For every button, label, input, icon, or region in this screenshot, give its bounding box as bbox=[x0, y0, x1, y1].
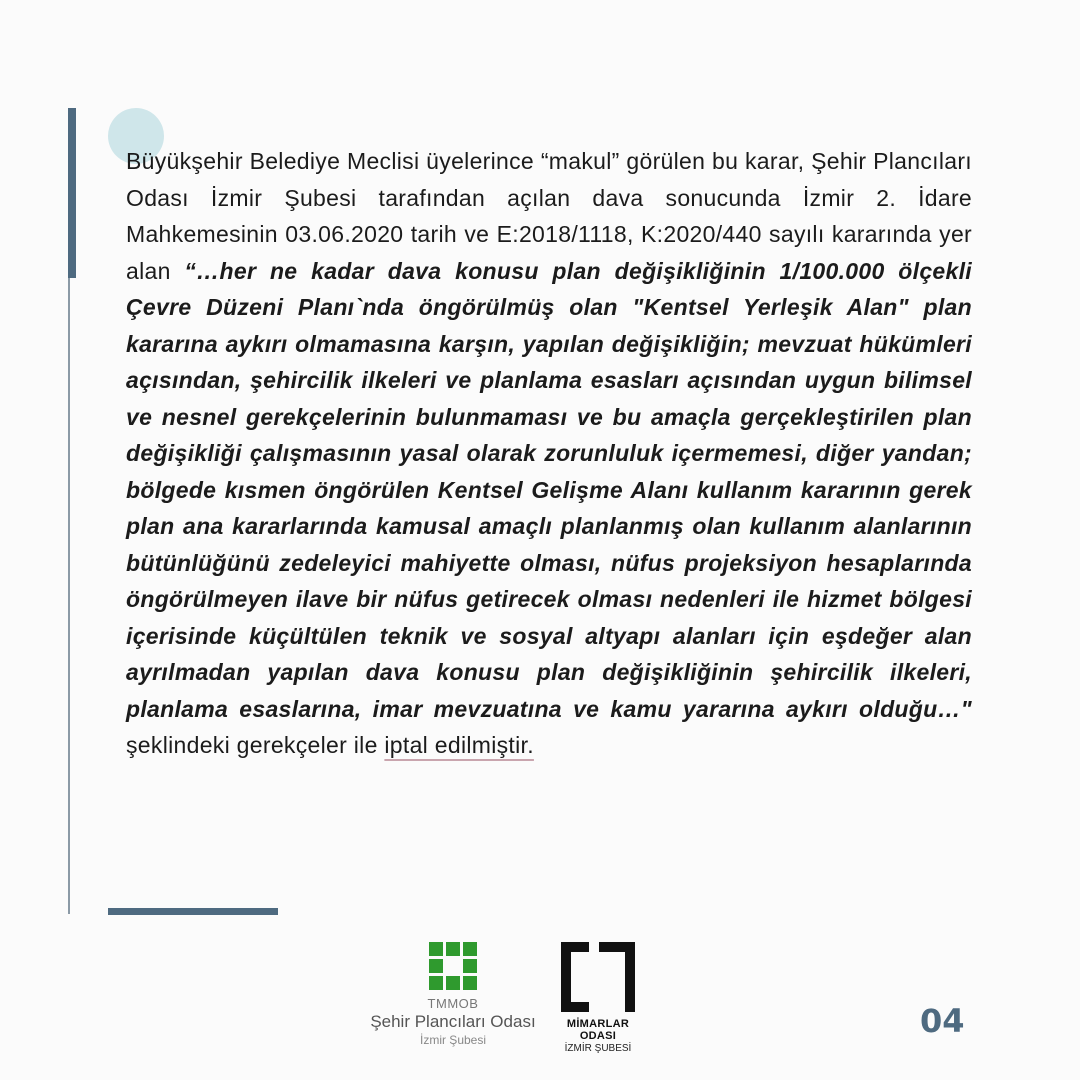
court-quote: “…her ne kadar dava konusu plan değişikliğinin 1/100.000 ölçekli Çevre Düzeni Planı`nda öngörülmüş olan "Kentsel Yerleşik Alan" plan kararına aykırı olmamasına karşın, yapılan değişikliğin; mevzuat hükümleri açısından, şehircilik ilkeleri ve planlama esasları açısından uygun bilimsel ve nesnel gerekçelerinin bulunmaması ve bu amaçla gerçekleştirilen plan değişikliği çalışmasının yasal olarak zorunluluk içermemesi, diğer yandan; bölgede kısmen öngörülen Kentsel Gelişme Alanı kullanım kararının gerek plan ana kararlarında kamusal amaçlı planlanmış olan kullanım alanlarının bütünlüğünü zedeleyici mahiyette olması, nüfus projeksiyon hesaplarında öngörülmeyen ilave bir nüfus getirecek olması nedenleri ile hizmet bölgesi içerisinde küçültülen teknik ve sosyal altyapı alanları için eşdeğer alan ayrılmadan yapılan dava konusu plan değişikliğinin şehircilik ilkeleri, planlama esaslarına, imar mevzuatına ve kamu yararına aykırı olduğu…" bbox=[126, 257, 972, 722]
intro-text: Büyükşehir Belediye Meclisi üyelerince “makul” görülen bu karar, Şehir Plancıları Odası İzmir Şubesi tarafından açılan dava sonucunda İzmir 2. İdare Mahkemesinin 03.06.2020 tarih ve E:2018/1118, K:2020/440 sayılı kararında yer alan bbox=[126, 148, 972, 284]
spo-logo-line3: İzmir Şubesi bbox=[419, 1033, 487, 1047]
spo-logo-line2: Şehir Plancıları Odası bbox=[370, 1012, 536, 1031]
spo-grid-icon bbox=[429, 942, 477, 990]
accent-bar-vertical bbox=[68, 108, 76, 278]
underlined-text: iptal edilmiştir. bbox=[384, 732, 534, 758]
mimarlar-logo bbox=[548, 942, 648, 1054]
page-number: 04 bbox=[920, 1002, 965, 1040]
spo-logo bbox=[358, 942, 548, 1047]
body-text bbox=[126, 143, 972, 764]
mimarlar-bracket-icon bbox=[561, 942, 635, 1012]
accent-bar-horizontal bbox=[108, 908, 278, 915]
mimarlar-logo-line2: İZMİR ŞUBESİ bbox=[564, 1043, 632, 1054]
spo-logo-line1: TMMOB bbox=[427, 996, 479, 1011]
after-quote-text: şeklindeki gerekçeler ile bbox=[126, 732, 385, 758]
mimarlar-logo-line1: MİMARLAR ODASI bbox=[566, 1018, 630, 1042]
accent-line-vertical bbox=[68, 278, 70, 914]
